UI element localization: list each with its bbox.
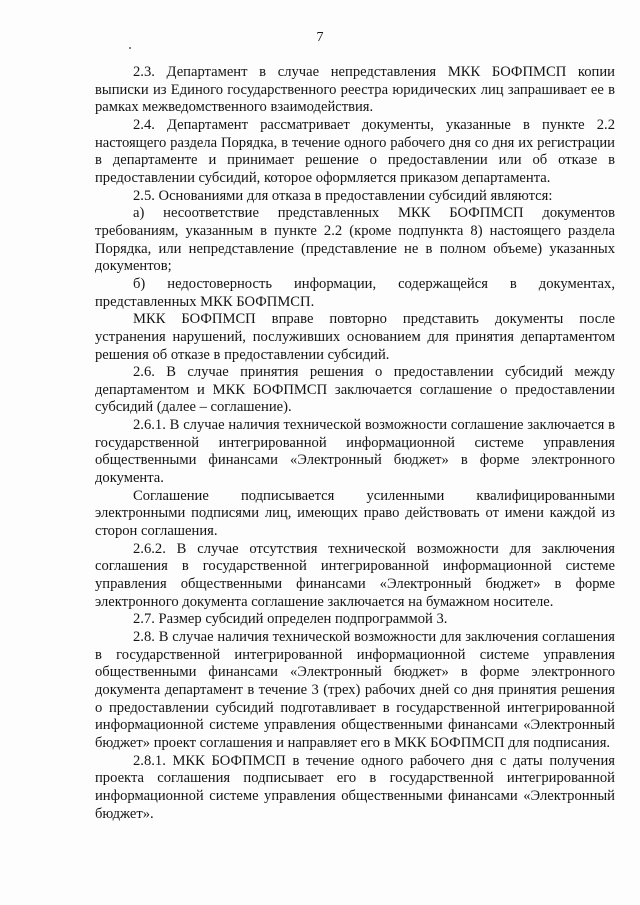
document-body [95,64,615,823]
paragraph-signature: Соглашение подписывается усиленными квалифицированными электронными подписями лиц, имеющих право действовать от имени каждой из сторон соглашения. [95,487,615,540]
paragraph-2-6-1: 2.6.1. В случае наличия технической возможности соглашение заключается в государственной интегрированной информационной системе управления общественными финансами «Электронный бюджет» в форме электронного документа. [95,417,615,487]
paragraph-2-5-b: б) недостоверность информации, содержащейся в документах, представленных МКК БОФПМСП. [95,275,615,310]
paragraph-resubmission: МКК БОФПМСП вправе повторно представить документы после устранения нарушений, послуживших основанием для принятия департаментом решения об отказе в предоставлении субсидий. [95,311,615,363]
paragraph-2-5: 2.5. Основаниями для отказа в предоставлении субсидий являются: [133,187,553,204]
paragraph-2-7: 2.7. Размер субсидий определен подпрограммой 3. [133,611,448,628]
paragraph-2-3: 2.3. Департамент в случае непредставления МКК БОФПМСП копии выписки из Единого государственного реестра юридических лиц запрашивает ее в рамках межведомственного взаимодействия. [95,64,615,116]
paragraph-2-6: 2.6. В случае принятия решения о предоставлении субсидий между департаментом и МКК БОФПМСП заключается соглашение о предоставлении субсидий (далее – соглашение). [95,364,615,416]
paragraph-2-8: 2.8. В случае наличия технической возможности для заключения соглашения в государственной интегрированной информационной системе управления общественными финансами «Электронный бюджет» в форме электронного документа департамент в течение 3 (трех) рабочих дней со дня принятия решения о предоставлении субсидий подготавливает в государственной интегрированной информационной системе управления общественными финансами «Электронный бюджет» проект соглашения и направляет его в МКК БОФПМСП для подписания. [95,629,615,751]
paragraph-2-8-1: 2.8.1. МКК БОФПМСП в течение одного рабочего дня с даты получения проекта соглашения подписывает его в государственной интегрированной информационной системе управления общественными финансами «Электронный бюджет». [95,752,615,822]
paragraph-2-6-2: 2.6.2. В случае отсутствия технической возможности для заключения соглашения в государственной интегрированной информационной системе управления общественными финансами «Электронный бюджет» в форме электронного документа соглашение заключается на бумажном носителе. [95,540,615,610]
paragraph-2-5-a: а) несоответствие представленных МКК БОФПМСП документов требованиям, указанным в пункте 2.2 (кроме подпункта 8) настоящего раздела Порядка, или непредставление (представление не в полном объеме) указанных документов; [95,205,615,275]
page-number: 7 [316,30,324,45]
scan-speck [129,47,131,49]
paragraph-2-4: 2.4. Департамент рассматривает документы, указанные в пункте 2.2 настоящего раздела Порядка, в течение одного рабочего дня со дня их регистрации в департаменте и принимает решение о предоставлении или об отказе в предоставлении субсидий, которое оформляется приказом департамента. [95,116,615,186]
